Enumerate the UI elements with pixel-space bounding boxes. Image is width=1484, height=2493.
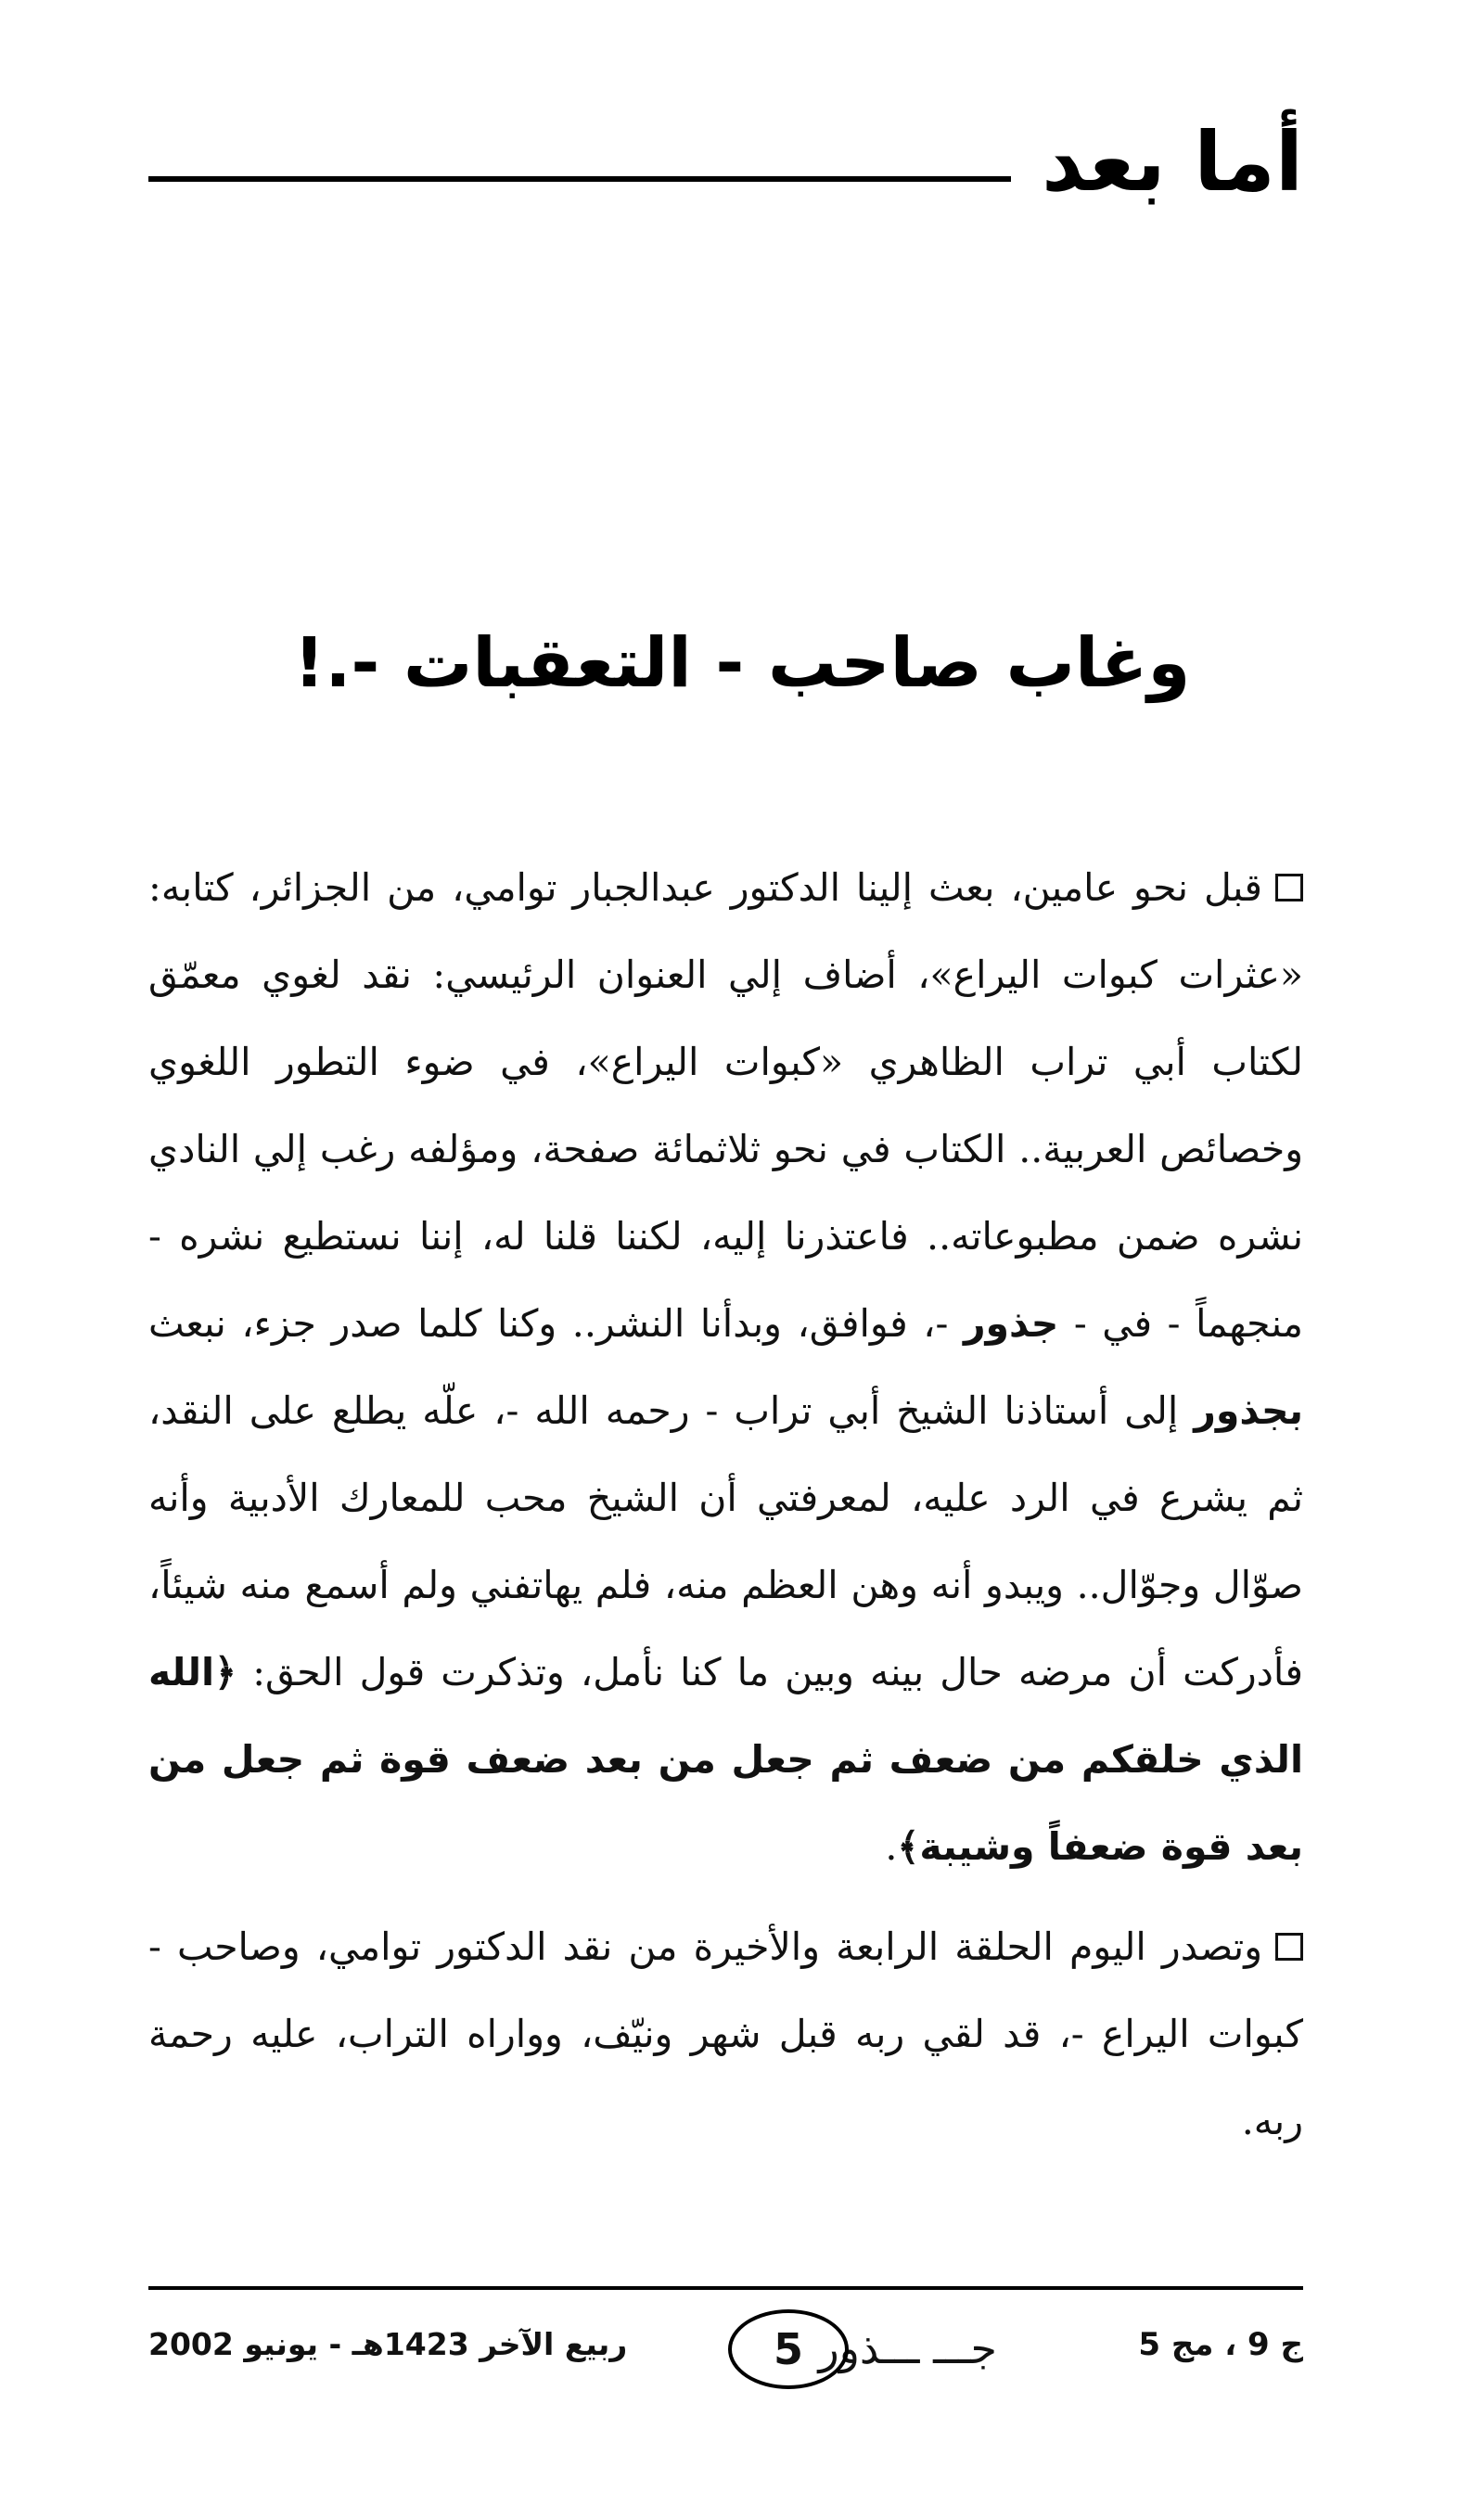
footer-center xyxy=(608,2300,997,2402)
paragraph-2-text: وتصدر اليوم الحلقة الرابعة والأخيرة من نقد الدكتور توامي، وصاحب - كبوات اليراع -، قد لقي ربه قبل شهر ونيّف، وواراه التراب، عليه رحمة ربه. xyxy=(148,1924,1303,2143)
page-footer xyxy=(148,2300,1303,2411)
section-title: أما بعد xyxy=(1042,114,1303,210)
paragraph-1-end: . xyxy=(885,1824,898,1869)
paragraph-1-part-2: -، فوافق، وبدأنا النشر.. وكنا كلما صدر جزء، نبعث xyxy=(148,1301,949,1346)
footer-issue: ج 9 ، مج 5 xyxy=(1138,2326,1303,2363)
paragraph-1 xyxy=(148,844,1303,1890)
journal-name-2: بجذور xyxy=(1194,1388,1303,1433)
article-body xyxy=(148,844,1303,2165)
paragraph-1-part-1: قبل نحو عامين، بعث إلينا الدكتور عبدالجبار توامي، من الجزائر، كتابه: «عثرات كبوات اليراع»، أضاف إلي العنوان الرئيسي: نقد لغوي معمّق لكتاب أبي تراب الظاهري «كبوات اليراع»، في ضوء التطور اللغوي وخصائص العربية.. الكتاب في نحو ثلاثمائة صفحة، ومؤلفه رغب إلي النادي نشره ضمن مطبوعاته.. فاعتذرنا إليه، لكننا قلنا له، إننا نستطيع نشره - منجهماً - في - xyxy=(148,865,1303,1346)
square-bullet-icon xyxy=(1275,874,1303,901)
quran-quote: ﴿الله الذي خلقكم من ضعف ثم جعل من بعد ضعف قوة ثم جعل من بعد قوة ضعفاً وشيبة﴾ xyxy=(148,1650,1303,1869)
footer-date: ربيع الآخر 1423هـ - يونيو 2002 xyxy=(148,2326,628,2362)
section-header xyxy=(148,111,1303,213)
paragraph-1-part-3: إلى أستاذنا الشيخ أبي تراب - رحمه الله -، علّه يطلع على النقد، ثم يشرع في الرد عليه، لمعرفتي أن الشيخ محب للمعارك الأدبية وأنه صوّال وجوّال.. ويبدو أنه وهن العظم منه، فلم يهاتفني ولم أسمع منه شيئاً، فأدركت أن مرضه حال بينه وبين ما كنا نأمل، وتذكرت قول الحق: xyxy=(148,1388,1303,1694)
page-number: 5 xyxy=(728,2309,849,2389)
journal-name: جذور xyxy=(963,1301,1059,1346)
header-rule xyxy=(148,176,1011,182)
article-title: وغاب صاحب - التعقبات -.! xyxy=(293,623,1191,703)
footer-rule xyxy=(148,2286,1303,2290)
paragraph-2 xyxy=(148,1903,1303,2165)
square-bullet-icon xyxy=(1275,1933,1303,1961)
footer-brand: جـــ ـــذور xyxy=(818,2323,997,2373)
